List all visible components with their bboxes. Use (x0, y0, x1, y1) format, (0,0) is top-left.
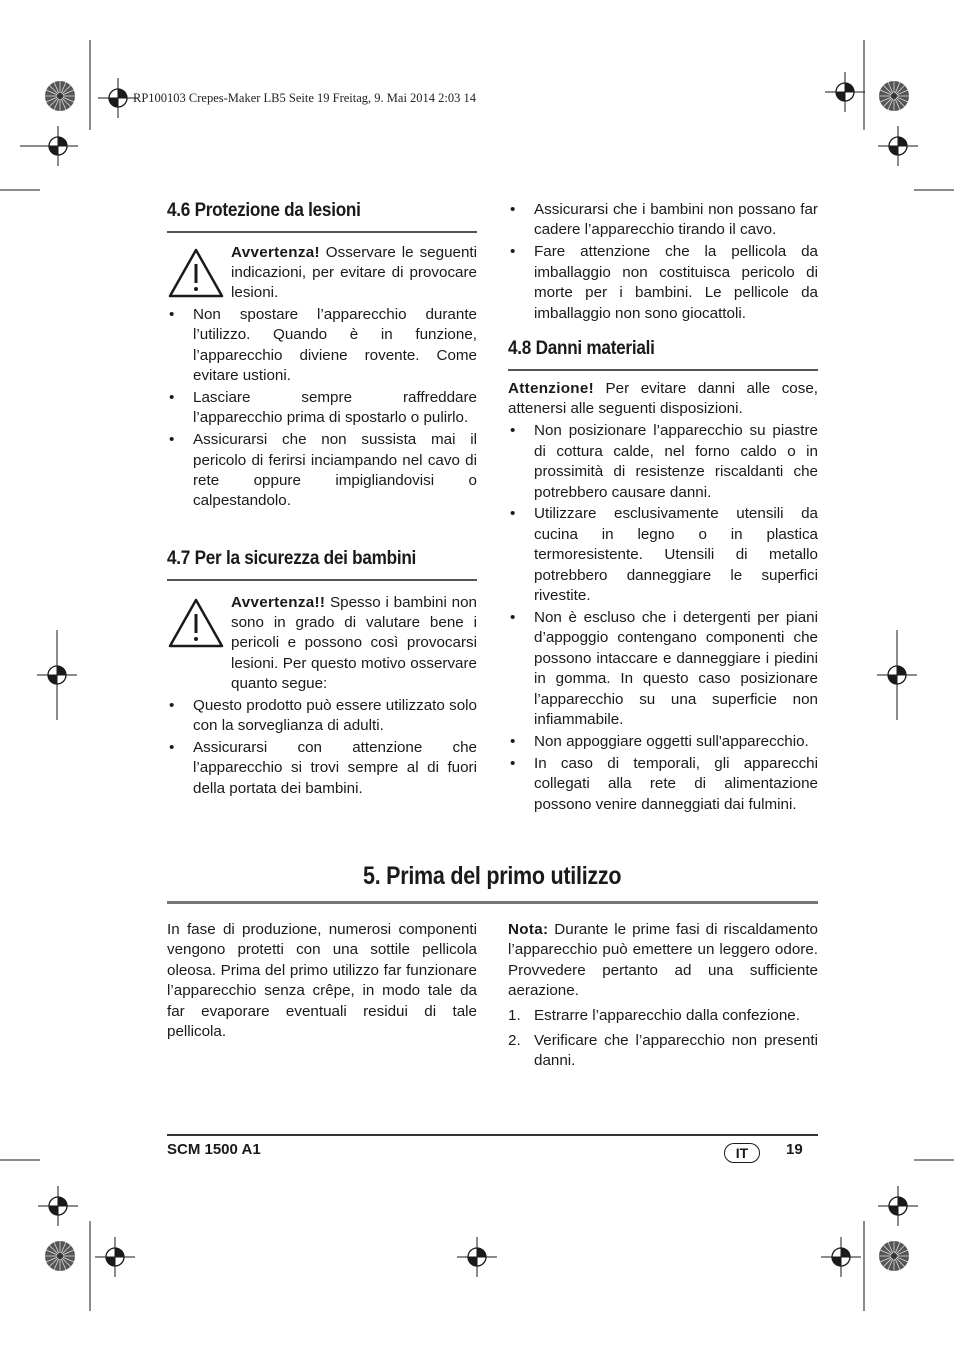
color-calibration-icon (44, 1240, 76, 1272)
list-item: • Non posizionare l’apparecchio su piastre di cottura calde, nel forno caldo o in prossimità di resistenze riscaldanti che potrebbero causare danni. (510, 422, 818, 501)
list-item: • In caso di temporali, gli apparecchi collegati alla rete di alimentazione possono venire danneggiati dai fulmini. (510, 754, 818, 813)
section-5-title: 5. Prima del primo utilizzo (362, 862, 622, 890)
color-calibration-icon (878, 1240, 910, 1272)
page-number: 19 (786, 1141, 803, 1158)
list-item: • Assicurarsi che i bambini non possano far cadere l’apparecchio tirando il cavo. (510, 201, 818, 239)
print-info: RP100103 Crepes-Maker LB5 Seite 19 Freitag, 9. Mai 2014 2:03 14 (133, 91, 477, 105)
color-calibration-icon (44, 80, 76, 112)
list-item: • Assicurarsi con attenzione che l’apparecchio si trovi sempre al di fuori della portata dei bambini. (169, 738, 477, 797)
list-item: • Questo prodotto può essere utilizzato solo con la sorveglianza di adulti. (169, 696, 477, 734)
list-item: • Non è escluso che i detergenti per piani d’appoggio contengano componenti che possono intaccare e danneggiare i piedini in gomma. In questo caso posizionare l’apparecchio su una superficie non infiammabile. (510, 608, 818, 728)
attention-paragraph: Attenzione! Per evitare danni alle cose, attenersi alle seguenti disposizioni. (508, 379, 818, 417)
note-label: Nota: (508, 921, 549, 938)
warning-label: Avvertenza! (231, 243, 320, 261)
registration-mark-icon (877, 655, 917, 695)
color-calibration-icon (878, 80, 910, 112)
section-4-8-title: 4.8 Danni materiali (508, 337, 655, 359)
registration-mark-icon (95, 1237, 135, 1277)
section-4-7-title: 4.7 Per la sicurezza dei bambini (167, 547, 417, 569)
registration-mark-icon (825, 72, 865, 112)
step-item: 1. Estrarre l’apparecchio dalla confezione. (508, 1006, 800, 1024)
registration-mark-icon (457, 1237, 497, 1277)
language-badge: IT (724, 1143, 760, 1163)
registration-mark-icon (37, 655, 77, 695)
registration-mark-icon (878, 1186, 918, 1226)
warning-label: Avvertenza!! (231, 593, 326, 611)
step-item: 2. Verificare che l’apparecchio non presenti danni. (508, 1032, 818, 1070)
list-item: • Lasciare sempre raffreddare l’apparecchio prima di spostarlo o pulirlo. (169, 388, 477, 427)
warning-body: Osservare le seguenti indicazioni, per evitare di provocare lesioni. (231, 243, 477, 302)
registration-mark-icon (38, 1186, 78, 1226)
footer-model: SCM 1500 A1 (167, 1141, 261, 1158)
section-4-6-title: 4.6 Protezione da lesioni (167, 199, 361, 221)
registration-mark-icon (821, 1237, 861, 1277)
attention-label: Attenzione! (508, 379, 594, 397)
registration-mark-icon (878, 126, 918, 166)
list-item: • Non spostare l’apparecchio durante l’utilizzo. Quando è in funzione, l’apparecchio diviene rovente. Come evitare ustioni. (169, 305, 477, 384)
section-5-intro: In fase di produzione, numerosi componenti vengono protetti con una sottile pellicola oleosa. Prima del primo utilizzo far funzionare l’apparecchio senza crêpe, in modo tale da far evaporare eventuali residui di tale pellicola. (167, 921, 477, 1041)
registration-mark-icon (38, 126, 78, 166)
list-item: • Fare attenzione che la pellicola da imballaggio non costituisca pericolo di morte per i bambini. Le pellicole da imballaggio non sono giocattoli. (510, 243, 818, 322)
registration-mark-icon (98, 78, 138, 118)
list-item: • Non appoggiare oggetti sull'apparecchio. (510, 732, 809, 750)
note-paragraph: Nota: Durante le prime fasi di riscaldamento l’apparecchio può emettere un leggero odore. Provvedere pertanto ad una sufficiente aerazione. (508, 921, 818, 1000)
list-item: • Assicurarsi che non sussista mai il pericolo di ferirsi inciampando nel cavo di rete oppure impigliandovisi o calpestandolo. (169, 431, 477, 510)
list-item: • Utilizzare esclusivamente utensili da cucina in legno o in plastica termoresistente. Utensili di metallo potrebbero danneggiare le superfici rivestite. (510, 505, 818, 605)
warning-body: Spesso i bambini non sono in grado di valutare bene i pericoli e possono così provocarsi lesioni. Per questo motivo osservare quanto segue: (231, 593, 477, 693)
